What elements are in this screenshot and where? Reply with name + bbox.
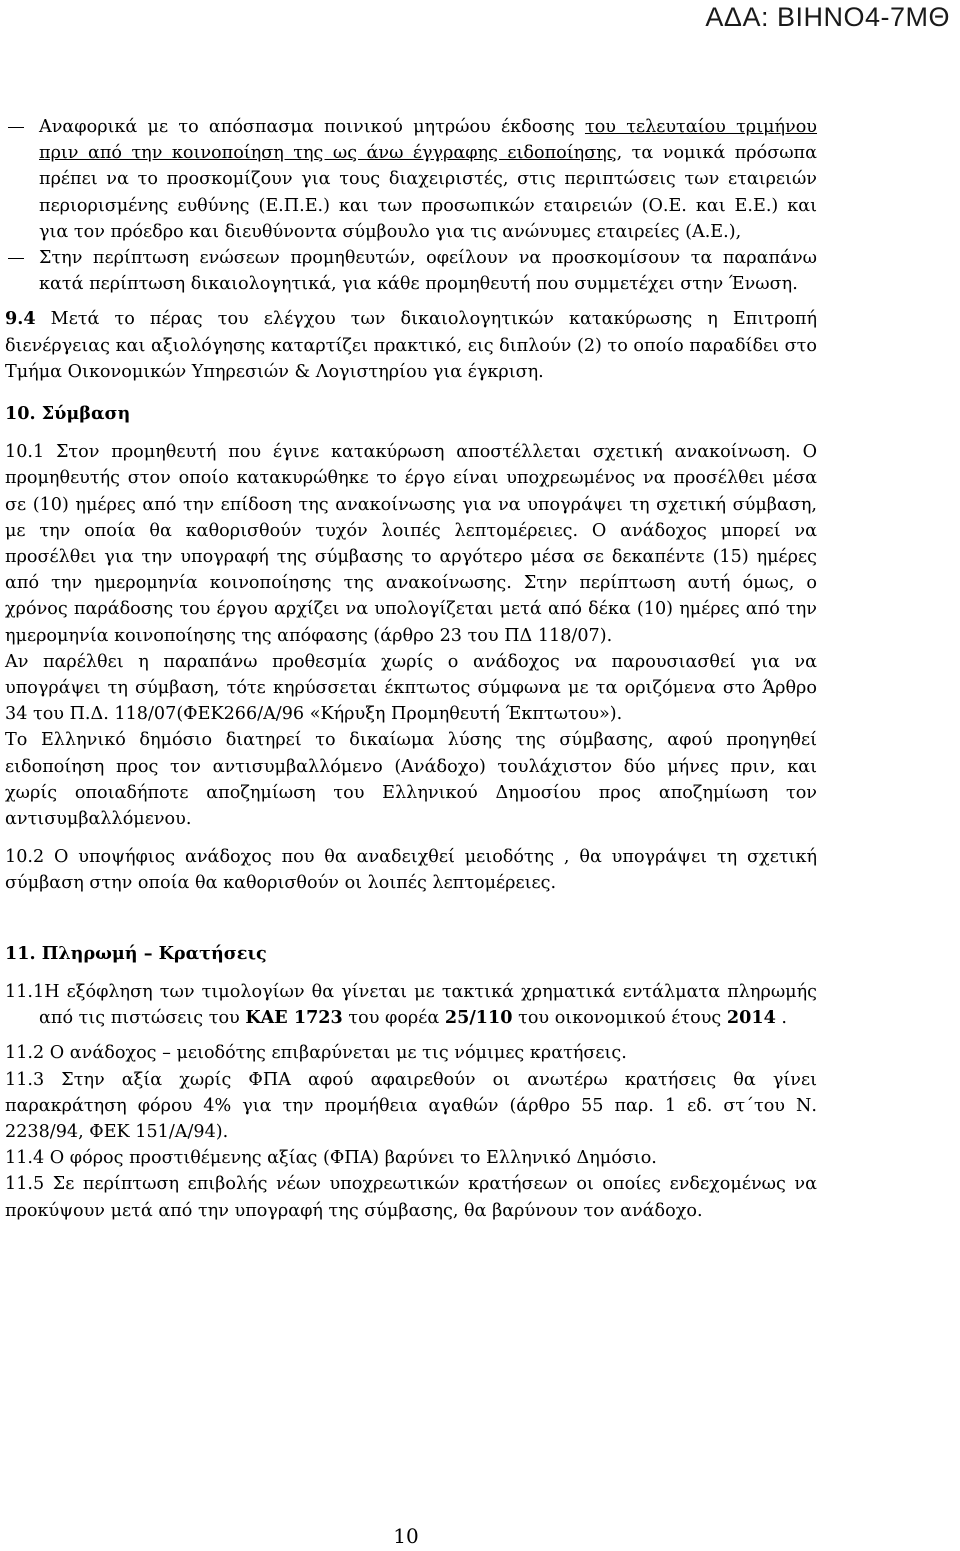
underlined-phrase: του τελευταίου τριμήνου πριν από την κοινοποίηση της ως άνω έγγραφης ειδοποίησης [39, 117, 818, 164]
section-11-3: 11.3 Στην αξία χωρίς ΦΠΑ αφού αφαιρεθούν οι ανωτέρω κρατήσεις θα γίνει παρακράτηση φόρου 4% για την προμήθεια αγαθών (άρθρο 55 παρ. 1 εδ. στ΄του Ν. 2238/94, ΦΕΚ 151/Α/94). [5, 1069, 817, 1142]
document-body [5, 114, 817, 1224]
section-10-1: 10.1 Στον προμηθευτή που έγινε κατακύρωση αποστέλλεται σχετική ανακοίνωση. Ο προμηθευτής στον οποίο κατακυρώθηκε το έργο είναι υποχρεωμένος να προσέλθει μέσα σε (10) ημέρες από την επίδοση της ανακοίνωσης για να υπογράψει τη σχετική σύμβαση, με την οποία θα καθορισθούν τυχόν λοιπές λεπτομέρειες. Ο ανάδοχος μπορεί να προσέλθει για την υπογραφή της σύμβασης το αργότερο μέσα σε δεκαπέντε (15) ημέρες από την ημερομηνία κοινοποίησης της ανακοίνωσης. Στην περίπτωση αυτή όμως, ο χρόνος παράδοσης του έργου αρχίζει να υπολογίζεται μετά από δέκα (10) ημέρες από την ημερομηνία κοινοποίησης της απόφασης (άρθρο 23 του ΠΔ 118/07). [5, 442, 817, 646]
section-10-2: 10.2 Ο υποψήφιος ανάδοχος που θα αναδειχθεί μειοδότης , θα υπογράψει τη σχετική σύμβαση στην οποία θα καθορισθούν οι λοιπές λεπτομέρειες. [5, 847, 817, 894]
ada-code: ΑΔΑ: ΒΙΗΝΟ4-7ΜΘ [705, 2, 950, 32]
bullet-criminal-record: Αναφορικά με το απόσπασμα ποινικού μητρώου έκδοσης του τελευταίου τριμήνου πριν από την κοινοποίηση της ως άνω έγγραφης ειδοποίησης, τα νομικά πρόσωπα πρέπει να το προσκομίζουν για τους διαχειριστές, στις περιπτώσεις των εταιρειών περιορισμένης ευθύνης (Ε.Π.Ε.) και των προσωπικών εταιρειών (Ο.Ε. και Ε.Ε.) και για τον πρόεδρο και διευθύνοντα σύμβουλο για τις ανώνυμες εταιρείες (Α.Ε.), [5, 114, 817, 245]
section-11-4: 11.4 Ο φόρος προστιθέμενης αξίας (ΦΠΑ) βαρύνει το Ελληνικό Δημόσιο. [5, 1148, 657, 1169]
bullet-supplier-union: Στην περίπτωση ενώσεων προμηθευτών, οφείλουν να προσκομίσουν τα παραπάνω κατά περίπτωση δικαιολογητικά, για κάθε προμηθευτή που συμμετέχει στην Ένωση. [5, 245, 817, 297]
section-9-4: 9.4 Μετά το πέρας του ελέγχου των δικαιολογητικών κατακύρωσης η Επιτροπή διενέργειας και αξιολόγησης καταρτίζει πρακτικό, εις διπλούν (2) το οποίο παραδίδει στο Τμήμα Οικονομικών Υπηρεσιών & Λογιστηρίου για έγκριση. [5, 308, 817, 382]
heading-10: 10. Σύμβαση [5, 403, 131, 425]
section-11-1: 11.1Η εξόφληση των τιμολογίων θα γίνεται με τακτικά χρηματικά εντάλματα πληρωμής από τις πιστώσεις του ΚΑΕ 1723 του φορέα 25/110 του οικονομικού έτους 2014 . [5, 981, 817, 1029]
section-11-2: 11.2 Ο ανάδοχος – μειοδότης επιβαρύνεται με τις νόμιμες κρατήσεις. [5, 1043, 627, 1064]
section-10-1-p2: Αν παρέλθει η παραπάνω προθεσμία χωρίς ο ανάδοχος να παρουσιασθεί για να υπογράψει τη σύμβαση, τότε κηρύσσεται έκπτωτος σύμφωνα με τα οριζόμενα στο Άρθρο 34 του Π.Δ. 118/07(ΦΕΚ266/Α/96 «Κήρυξη Προμηθευτή Έκπτωτου»). [5, 651, 817, 725]
section-10-1-p3: Το Ελληνικό δημόσιο διατηρεί το δικαίωμα λύσης της σύμβασης, αφού προηγηθεί ειδοποίηση προς τον αντισυμβαλλόμενο (Ανάδοχο) τουλάχιστον δύο μήνες πριν, και χωρίς οποιαδήποτε αποζημίωση του Ελληνικού Δημοσίου προς αποζημίωση τον αντισυμβαλλόμενου. [5, 730, 817, 830]
page-number: 10 [393, 1524, 419, 1548]
heading-11: 11. Πληρωμή – Κρατήσεις [5, 942, 267, 964]
section-11-5: 11.5 Σε περίπτωση επιβολής νέων υποχρεωτικών κρατήσεων οι οποίες ενδεχομένως να προκύψουν μετά από την υπογραφή της σύμβασης, θα βαρύνουν τον ανάδοχο. [5, 1174, 817, 1221]
